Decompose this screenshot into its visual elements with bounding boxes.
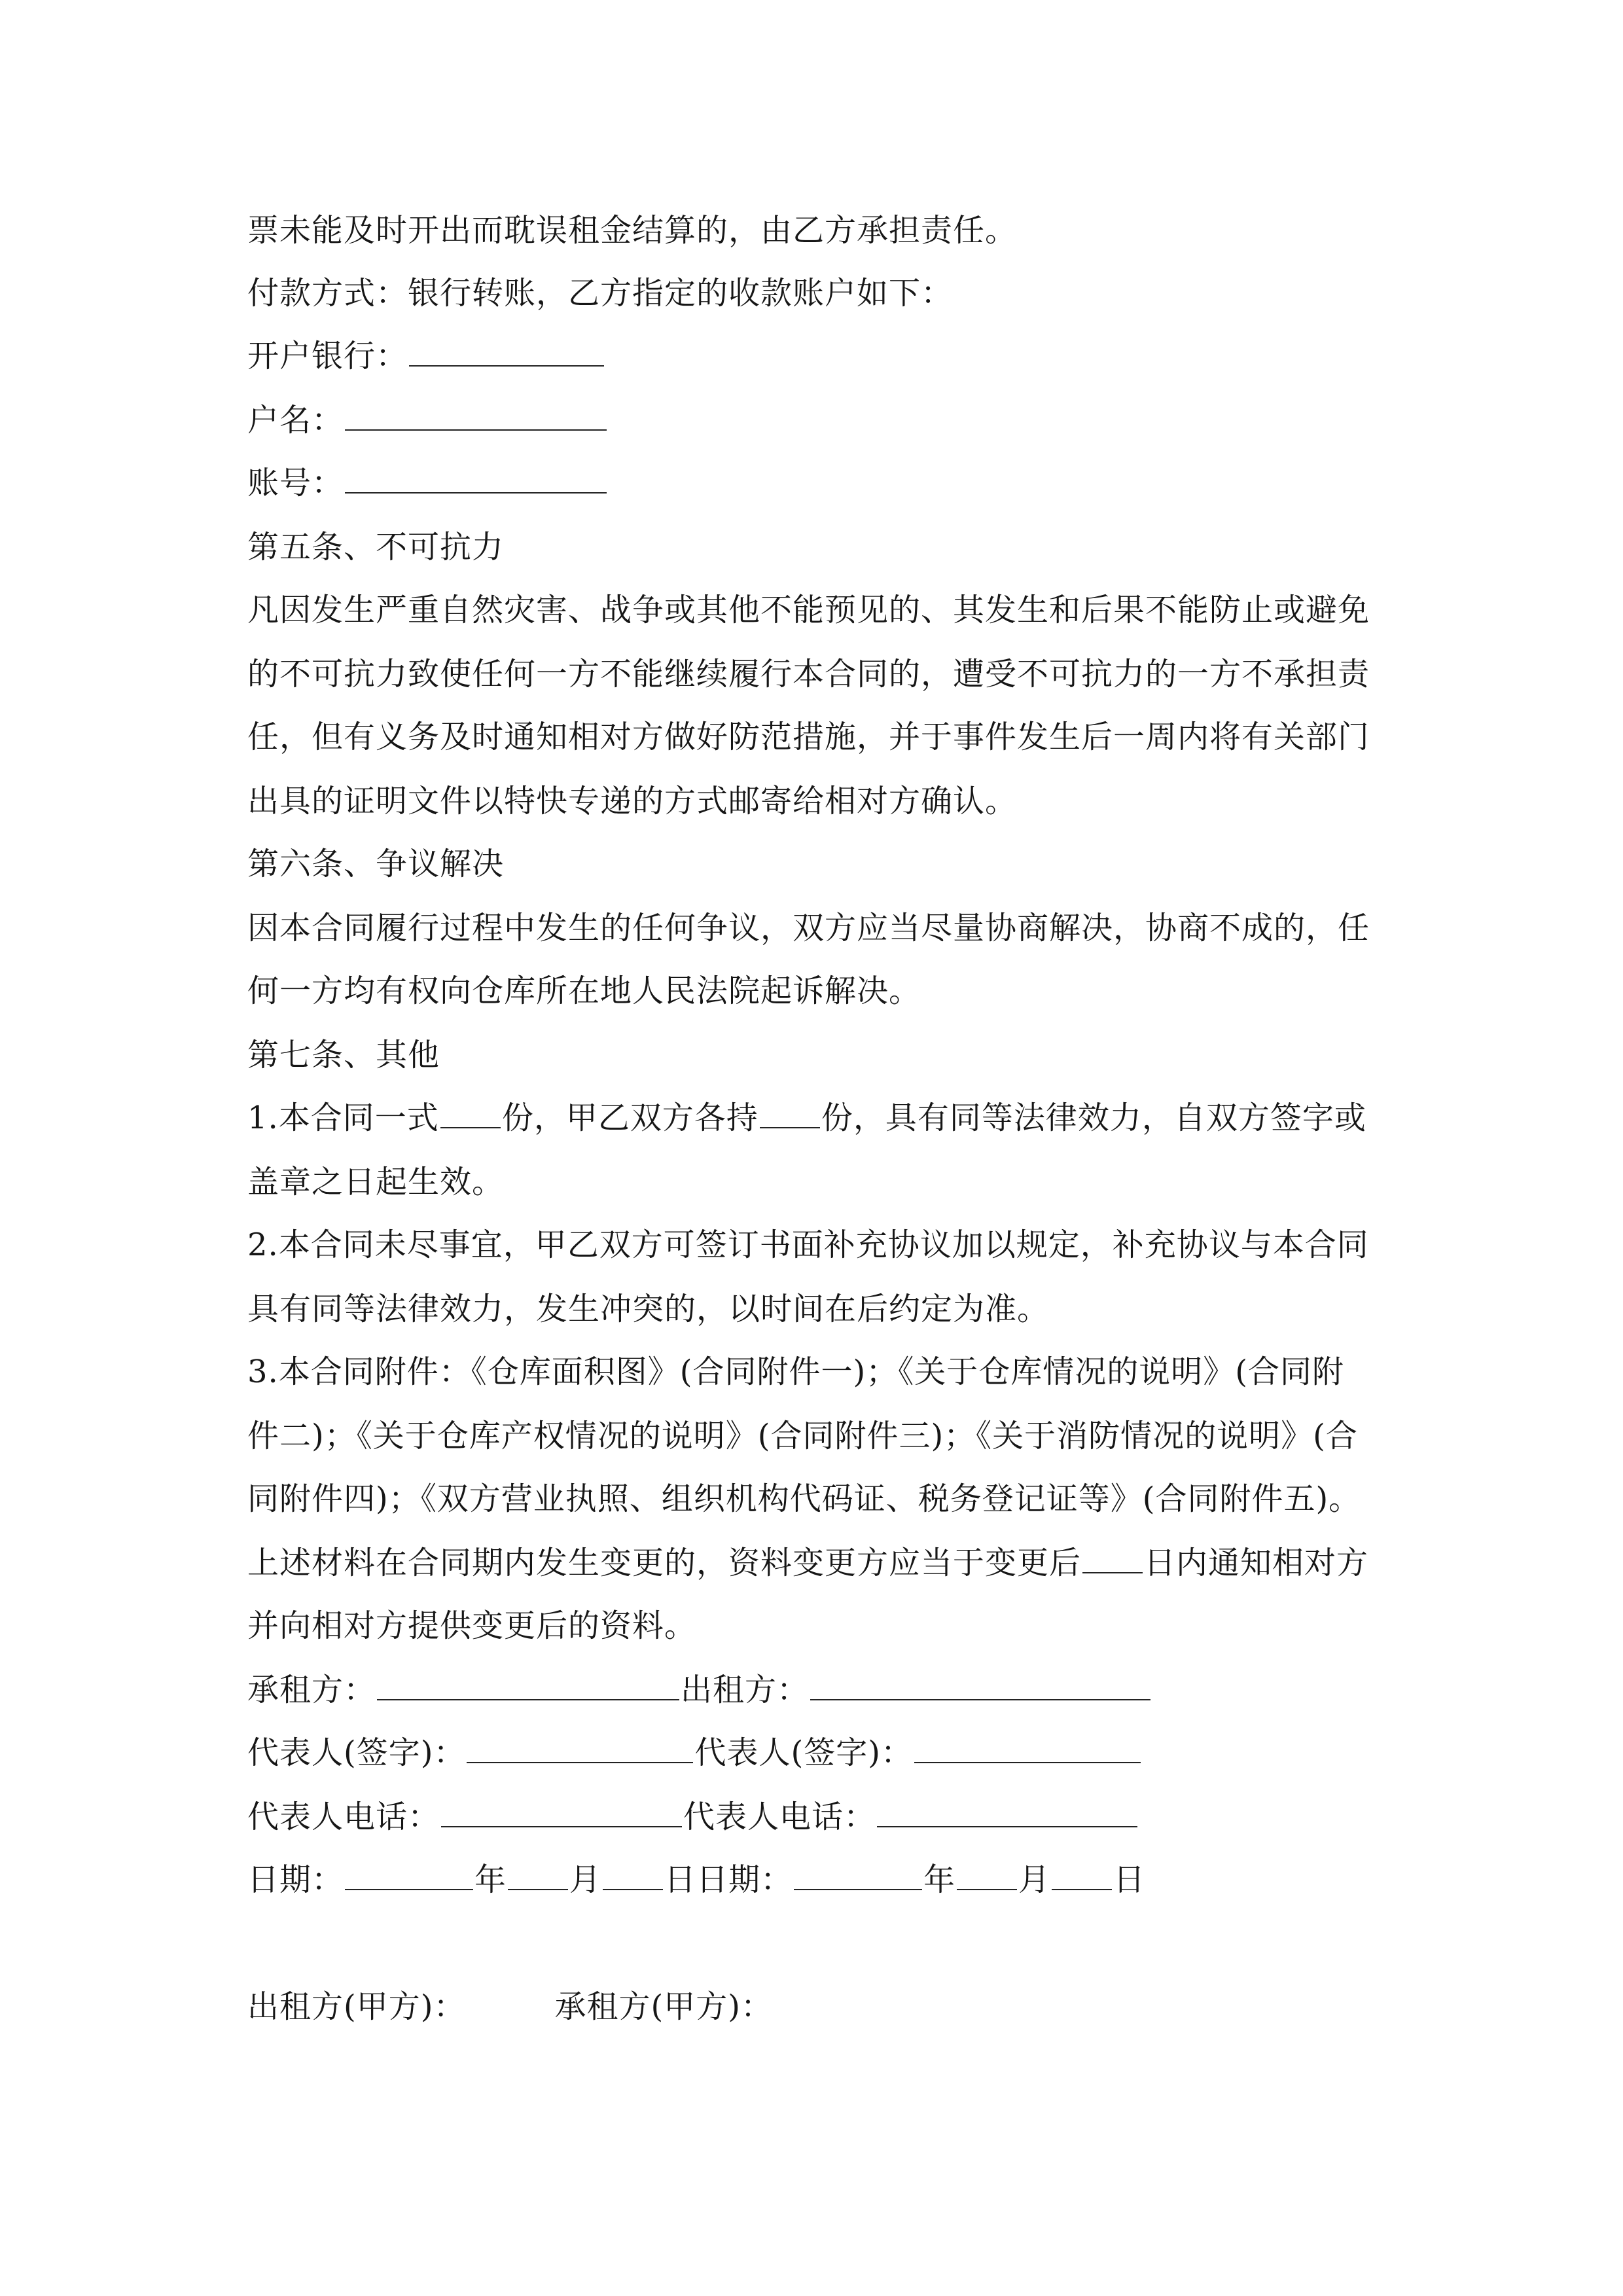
bank-name-label: 开户银行： [247,338,408,374]
text-line: 任，但有义务及时通知相对方做好防范措施，并于事件发生后一周内将有关部门 [247,719,1370,755]
text-segment: 份，甲乙双方各持 [501,1100,758,1136]
rep-phone-blank [441,1797,682,1827]
party-footer-row [247,1987,1399,2026]
text-segment: 上述材料在合同期内发生变更的，资料变更方应当于变更后 [247,1545,1082,1581]
clause-1-line [247,1098,1399,1138]
text-line: 凡因发生严重自然灾害、战争或其他不能预见的、其发生和后果不能防止或避免 [247,592,1370,628]
text-line: 出具的证明文件以特快专递的方式邮寄给相对方确认。 [247,783,1018,819]
lessee-label: 承租方： [247,1672,376,1708]
representative-phone-row [247,1797,1399,1837]
change-notice-line [247,1543,1399,1583]
rep-sign-label: 代表人(签字)： [694,1734,913,1771]
account-name-label: 户名： [247,402,344,439]
rep-phone-label: 代表人电话： [247,1799,440,1835]
bank-name-blank [409,336,604,367]
month-blank [957,1860,1017,1890]
text-line: 何一方均有权向仓库所在地人民法院起诉解决。 [247,973,921,1009]
account-name-blank [345,401,607,431]
month-label: 月 [569,1861,602,1898]
year-label: 年 [474,1861,507,1898]
account-number-row [247,463,1399,503]
notice-days-blank [1082,1543,1143,1573]
rep-phone-label: 代表人电话： [683,1799,876,1835]
date-label: 日期： [247,1861,344,1898]
date-row [247,1860,1399,1899]
text-line: 件二)；《关于仓库产权情况的说明》(合同附件三)；《关于消防情况的说明》(合 [247,1418,1358,1454]
bank-name-row [247,336,1399,376]
lessor-blank [810,1670,1150,1700]
copies-each-blank [760,1098,820,1128]
year-label: 年 [923,1861,956,1898]
article-6-heading: 第六条、争议解决 [247,846,505,882]
rep-sign-blank [467,1733,693,1763]
text-segment: 日内通知相对方 [1144,1545,1369,1581]
text-segment: 份，具有同等法律效力，自双方签字或 [821,1100,1366,1136]
clause-3-line: 3.本合同附件：《仓库面积图》(合同附件一)；《关于仓库情况的说明》(合同附 [247,1354,1344,1390]
text-line: 的不可抗力致使任何一方不能继续履行本合同的，遭受不可抗力的一方不承担责 [247,656,1370,692]
month-blank [508,1860,568,1890]
text-line: 盖章之日起生效。 [247,1164,505,1200]
representative-sign-row [247,1733,1399,1772]
account-name-row [247,401,1399,440]
day-blank [1052,1860,1112,1890]
lessee-party-label: 承租方(甲方)： [554,1988,773,2025]
lessor-label: 出租方： [681,1672,810,1708]
rep-sign-blank [914,1733,1141,1763]
account-number-blank [345,463,607,493]
day-label: 日 [1113,1861,1146,1898]
text-line: 同附件四)；《双方营业执照、组织机构代码证、税务登记证等》(合同附件五)。 [247,1480,1361,1517]
payment-method-line: 付款方式：银行转账，乙方指定的收款账户如下： [247,275,954,312]
text-line: 票未能及时开出而耽误租金结算的，由乙方承担责任。 [247,212,1018,249]
rep-sign-label: 代表人(签字)： [247,1734,466,1771]
rep-phone-blank [877,1797,1137,1827]
clause-2-line: 2.本合同未尽事宜，甲乙双方可签订书面补充协议加以规定，补充协议与本合同 [247,1227,1369,1263]
article-7-heading: 第七条、其他 [247,1037,440,1073]
year-blank [345,1860,473,1890]
year-blank [794,1860,922,1890]
copies-total-blank [440,1098,501,1128]
text-line: 因本合同履行过程中发生的任何争议，双方应当尽量协商解决，协商不成的，任 [247,910,1370,946]
date-label: 日期： [696,1861,793,1898]
text-segment: 1.本合同一式 [247,1100,439,1136]
lessor-party-label: 出租方(甲方)： [247,1988,466,2025]
text-line: 并向相对方提供变更后的资料。 [247,1607,697,1644]
day-blank [603,1860,663,1890]
text-line: 具有同等法律效力，发生冲突的，以时间在后约定为准。 [247,1291,1050,1327]
party-row [247,1670,1399,1710]
lessee-blank [377,1670,679,1700]
day-label: 日 [664,1861,697,1898]
article-5-heading: 第五条、不可抗力 [247,529,505,565]
account-number-label: 账号： [247,465,344,501]
month-label: 月 [1018,1861,1051,1898]
